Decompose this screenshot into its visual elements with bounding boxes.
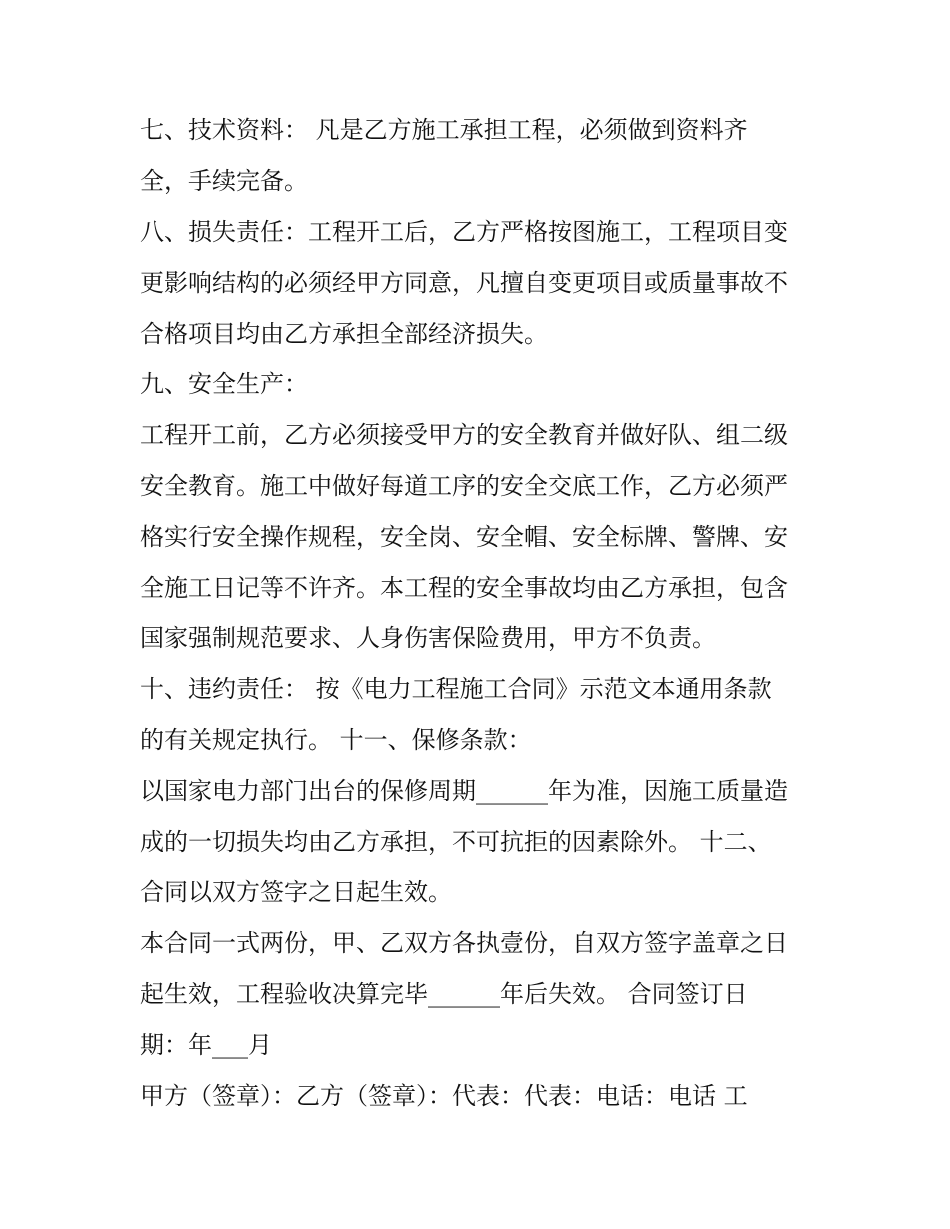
- text-line: 全施工日记等不许齐。本工程的安全事故均由乙方承担，包含: [140, 574, 788, 602]
- text-line: 以国家电力部门出台的保修周期______年为准，因施工质量造: [140, 777, 788, 805]
- text-line: 更影响结构的必须经甲方同意，凡擅自变更项目或质量事故不: [140, 269, 788, 297]
- text-line: 本合同一式两份，甲、乙双方各执壹份，自双方签字盖章之日: [140, 929, 788, 957]
- text-line: 九、安全生产：: [140, 370, 308, 398]
- text-line: 甲方（签章）：乙方（签章）：代表：代表：电话：电话 工: [140, 1082, 748, 1110]
- text-line: 国家强制规范要求、人身伤害保险费用，甲方不负责。: [140, 624, 716, 652]
- text-line: 十、违约责任： 按《电力工程施工合同》示范文本通用条款: [140, 675, 772, 703]
- text-line: 七、技术资料： 凡是乙方施工承担工程，必须做到资料齐: [140, 116, 748, 144]
- text-line: 工程开工前，乙方必须接受甲方的安全教育并做好队、组二级: [140, 421, 788, 449]
- text-line: 期：年___月: [140, 1031, 272, 1059]
- text-line: 安全教育。施工中做好每道工序的安全交底工作，乙方必须严: [140, 472, 788, 500]
- text-line: 成的一切损失均由乙方承担，不可抗拒的因素除外。 十二、: [140, 828, 772, 856]
- text-line: 的有关规定执行。 十一、保修条款：: [140, 726, 532, 754]
- text-line: 合格项目均由乙方承担全部经济损失。: [140, 320, 548, 348]
- text-line: 合同以双方签字之日起生效。: [140, 878, 452, 906]
- text-line: 格实行安全操作规程，安全岗、安全帽、安全标牌、警牌、安: [140, 523, 788, 551]
- text-line: 全，手续完备。: [140, 167, 308, 195]
- text-line: 八、损失责任：工程开工后，乙方严格按图施工，工程项目变: [140, 218, 788, 246]
- text-line: 起生效，工程验收决算完毕______年后失效。 合同签订日: [140, 980, 748, 1008]
